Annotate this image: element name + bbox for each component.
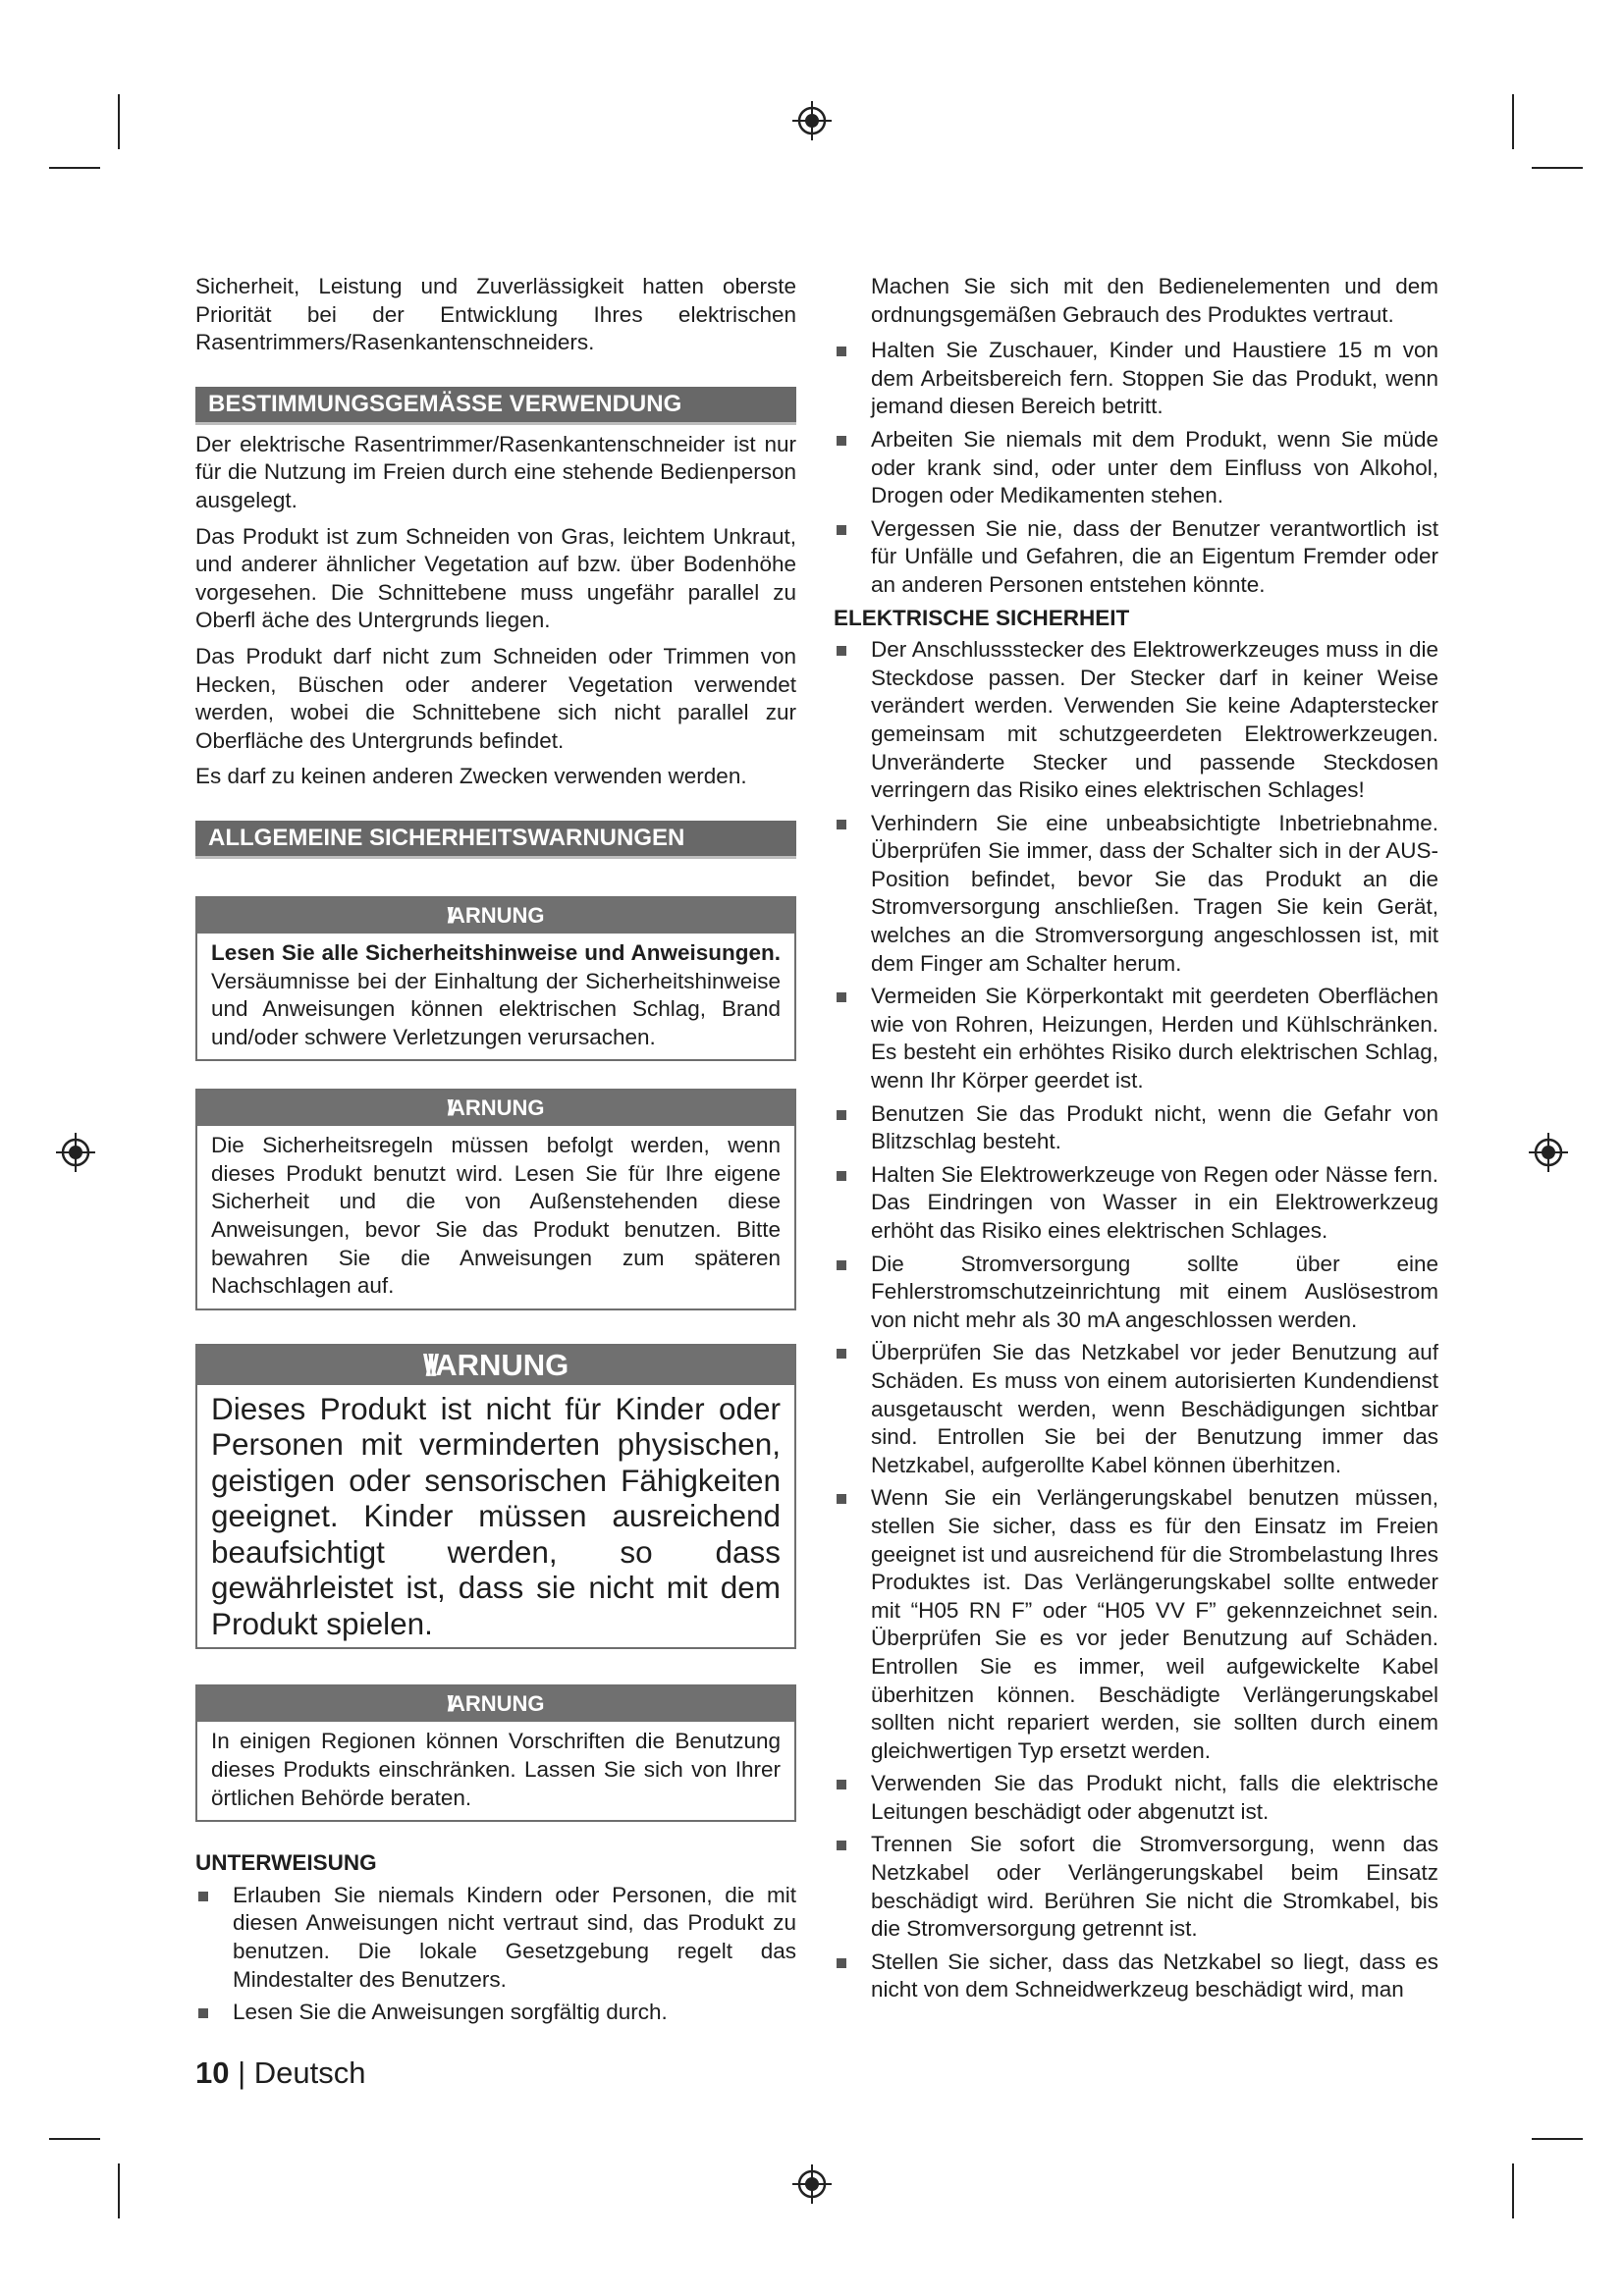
warning-text: Lesen Sie alle Sicherheitshinweise und Anweisungen. Versäumnisse bei der Einhaltung der Sicherheitshinweise und Anweisungen können elektrischen Schlag, Brand und/oder schwere Verletzungen verursachen. (211, 939, 781, 1049)
square-bullet-icon (198, 1892, 208, 1901)
warning-box (195, 1344, 796, 1650)
list-item: Halten Sie Zuschauer, Kinder und Haustiere 15 m von dem Arbeitsbereich fern. Stoppen Sie das Produkt, wenn jemand diesen Bereich betritt. (834, 337, 1438, 421)
bullet-list (195, 1882, 796, 2027)
crop-mark (118, 2163, 120, 2218)
warning-title: ARNUNG (435, 1347, 569, 1382)
left-column (195, 273, 796, 2032)
warning-title: ARNUNG (449, 902, 545, 928)
square-bullet-icon (837, 1110, 846, 1120)
warning-header (197, 1346, 794, 1385)
crop-mark (118, 94, 120, 149)
intro-paragraph: Sicherheit, Leistung und Zuverlässigkeit hatten oberste Priorität bei der Entwicklung Ihres elektrischen Rasentrimmers/Rasenkantenschneiders. (195, 274, 796, 355)
list-item: Der Anschlussstecker des Elektrowerkzeuges muss in die Steckdose passen. Der Stecker darf in keiner Weise verändert werden. Verwenden Sie keine Adapterstecker gemeinsam mit schutzgeerdeten Elektrowerkzeugen. Unveränderte Stecker und passende Steckdosen verringern das Risiko eines elektrischen Schlages! (834, 636, 1438, 805)
bullet-list (834, 337, 1438, 599)
paragraph: Das Produkt darf nicht zum Schneiden oder Trimmen von Hecken, Büschen oder anderer Vegetation verwendet werden, wobei die Schnittebene sich nicht parallel zur Oberfläche des Untergrunds befindet. (195, 643, 796, 753)
warning-title: ARNUNG (449, 1095, 545, 1121)
square-bullet-icon (837, 1780, 846, 1789)
square-bullet-icon (837, 1841, 846, 1850)
warning-text: Die Sicherheitsregeln müssen befolgt werden, wenn dieses Produkt benutzt wird. Lesen Sie für Ihre eigene Sicherheit und die von Außenstehenden diese Anweisungen, bevor Sie das Produkt benutzen. Bitte bewahren Sie die Anweisungen zum späteren Nachschlagen auf. (211, 1133, 781, 1299)
square-bullet-icon (837, 992, 846, 1002)
square-bullet-icon (198, 2008, 208, 2018)
list-item: Halten Sie Elektrowerkzeuge von Regen oder Nässe fern. Das Eindringen von Wasser in ein Elektrowerkzeug erhöht das Risiko eines elektrischen Schlages. (834, 1161, 1438, 1246)
warning-title: ARNUNG (449, 1691, 545, 1717)
warning-header (197, 898, 794, 934)
bullet-list (834, 636, 1438, 2004)
square-bullet-icon (837, 1349, 846, 1359)
square-bullet-icon (837, 436, 846, 446)
crop-mark (1512, 2163, 1514, 2218)
list-item: Vergessen Sie nie, dass der Benutzer verantwortlich ist für Unfälle und Gefahren, die an Eigentum Fremder oder an anderen Personen entstehen könnte. (834, 515, 1438, 600)
warning-text: In einigen Regionen können Vorschriften die Benutzung dieses Produkts einschränken. Lassen Sie sich von Ihrer örtlichen Behörde beraten. (211, 1729, 781, 1810)
list-item: Stellen Sie sicher, dass das Netzkabel so liegt, dass es nicht von dem Schneidwerkzeug beschädigt wird, man (834, 1949, 1438, 2004)
right-column (834, 273, 1438, 2009)
registration-mark-icon (790, 2163, 834, 2206)
subheading-instruction: UNTERWEISUNG (195, 1850, 377, 1876)
list-item: Lesen Sie die Anweisungen sorgfältig durch. (195, 1999, 796, 2027)
warning-box (195, 1684, 796, 1822)
paragraph: Der elektrische Rasentrimmer/Rasenkantenschneider ist nur für die Nutzung im Freien durch eine stehende Bedienperson ausgelegt. (195, 431, 796, 512)
footer-separator: | (229, 2056, 254, 2090)
crop-mark (1532, 167, 1583, 169)
section-heading-intended-use: BESTIMMUNGSGEMÄSSE VERWENDUNG (195, 387, 796, 425)
page-number: 10 (195, 2056, 230, 2090)
square-bullet-icon (837, 820, 846, 829)
warning-header (197, 1091, 794, 1126)
list-item: Verwenden Sie das Produkt nicht, falls die elektrische Leitungen beschädigt oder abgenutzt ist. (834, 1770, 1438, 1826)
list-item: Wenn Sie ein Verlängerungskabel benutzen müssen, stellen Sie sicher, dass es für den Einsatz im Freien geeignet ist und ausreichend für die Strombelastung Ihres Produktes ist. Das Verlängerungskabel sollte entweder mit “H05 RN F” oder “H05 VV F” gekennzeichnet sein. Überprüfen Sie es vor jeder Benutzung auf Schäden. Entrollen Sie es immer, weil aufgewickelte Kabel überhitzen können. Beschädigte Verlängerungskabel sollten nicht repariert werden, sie sollten durch einem gleichwertigen Typ ersetzt werden. (834, 1484, 1438, 1765)
page-footer (195, 2054, 366, 2093)
list-item: Überprüfen Sie das Netzkabel vor jeder Benutzung auf Schäden. Es muss von einem autorisierten Kundendienst ausgetauscht werden, wenn Beschädigungen sichtbar sind. Entrollen Sie bei der Benutzung immer das Netzkabel, aufgerollte Kabel können überhitzen. (834, 1339, 1438, 1479)
square-bullet-icon (837, 1260, 846, 1270)
list-item: Verhindern Sie eine unbeabsichtigte Inbetriebnahme. Überprüfen Sie immer, dass der Schalter sich in der AUS-Position befindet, bevor Sie das Produkt an die Stromversorgung anschließen. Tragen Sie kein Gerät, welches an die Stromversorgung angeschlossen ist, mit dem Finger am Schalter herum. (834, 810, 1438, 979)
registration-mark-icon (1527, 1131, 1570, 1174)
subheading-electrical-safety: ELEKTRISCHE SICHERHEIT (834, 605, 1130, 630)
crop-mark (1532, 2138, 1583, 2140)
continuation-paragraph: Machen Sie sich mit den Bedienelementen und dem ordnungsgemäßen Gebrauch des Produktes vertraut. (871, 274, 1438, 327)
square-bullet-icon (837, 525, 846, 535)
paragraph: Das Produkt ist zum Schneiden von Gras, leichtem Unkraut, und anderer ähnlicher Vegetation auf bzw. über Bodenhöhe vorgesehen. Die Schnittebene muss ungefähr parallel zu Oberfl äche des Untergrunds liegen. (195, 523, 796, 633)
list-item: Benutzen Sie das Produkt nicht, wenn die Gefahr von Blitzschlag besteht. (834, 1100, 1438, 1156)
warning-glyph: \/\/ (422, 1347, 434, 1382)
list-item: Arbeiten Sie niemals mit dem Produkt, wenn Sie müde oder krank sind, oder unter dem Einfluss von Alkohol, Drogen oder Medikamenten stehen. (834, 426, 1438, 510)
footer-language: Deutsch (253, 2056, 366, 2090)
warning-header (197, 1686, 794, 1722)
list-item: Trennen Sie sofort die Stromversorgung, wenn das Netzkabel oder Verlängerungskabel beim Einsatz beschädigt wird. Berühren Sie nicht die Stromkabel, bis die Stromversorgung getrennt ist. (834, 1831, 1438, 1943)
square-bullet-icon (837, 347, 846, 356)
crop-mark (49, 167, 100, 169)
paragraph: Es darf zu keinen anderen Zwecken verwenden werden. (195, 764, 747, 789)
warning-box (195, 1089, 796, 1310)
registration-mark-icon (790, 99, 834, 142)
list-item: Vermeiden Sie Körperkontakt mit geerdeten Oberflächen wie von Rohren, Heizungen, Herden und Kühlschränken. Es besteht ein erhöhtes Risiko durch elektrischen Schlag, wenn Ihr Körper geerdet ist. (834, 983, 1438, 1095)
list-item: Die Stromversorgung sollte über eine Fehlerstromschutzeinrichtung mit einem Auslösestrom von nicht mehr als 30 mA angeschlossen werden. (834, 1251, 1438, 1335)
warning-bold-lead: Lesen Sie alle Sicherheitshinweise und Anweisungen. (211, 939, 781, 965)
square-bullet-icon (837, 646, 846, 656)
square-bullet-icon (837, 1494, 846, 1504)
warning-box (195, 896, 796, 1061)
square-bullet-icon (837, 1958, 846, 1968)
warning-text: Dieses Produkt ist nicht für Kinder oder Personen mit verminderten physischen, geistigen oder sensorischen Fähigkeiten geeignet. Kinder müssen ausreichend beaufsichtigt werden, so dass gewährleistet ist, dass sie nicht mit dem Produkt spielen. (211, 1390, 781, 1641)
square-bullet-icon (837, 1171, 846, 1181)
section-heading-general-safety: ALLGEMEINE SICHERHEITSWARNUNGEN (195, 821, 796, 859)
registration-mark-icon (54, 1131, 97, 1174)
crop-mark (49, 2138, 100, 2140)
list-item: Erlauben Sie niemals Kindern oder Personen, die mit diesen Anweisungen nicht vertraut sind, das Produkt zu benutzen. Die lokale Gesetzgebung regelt das Mindestalter des Benutzers. (195, 1882, 796, 1994)
crop-mark (1512, 94, 1514, 149)
